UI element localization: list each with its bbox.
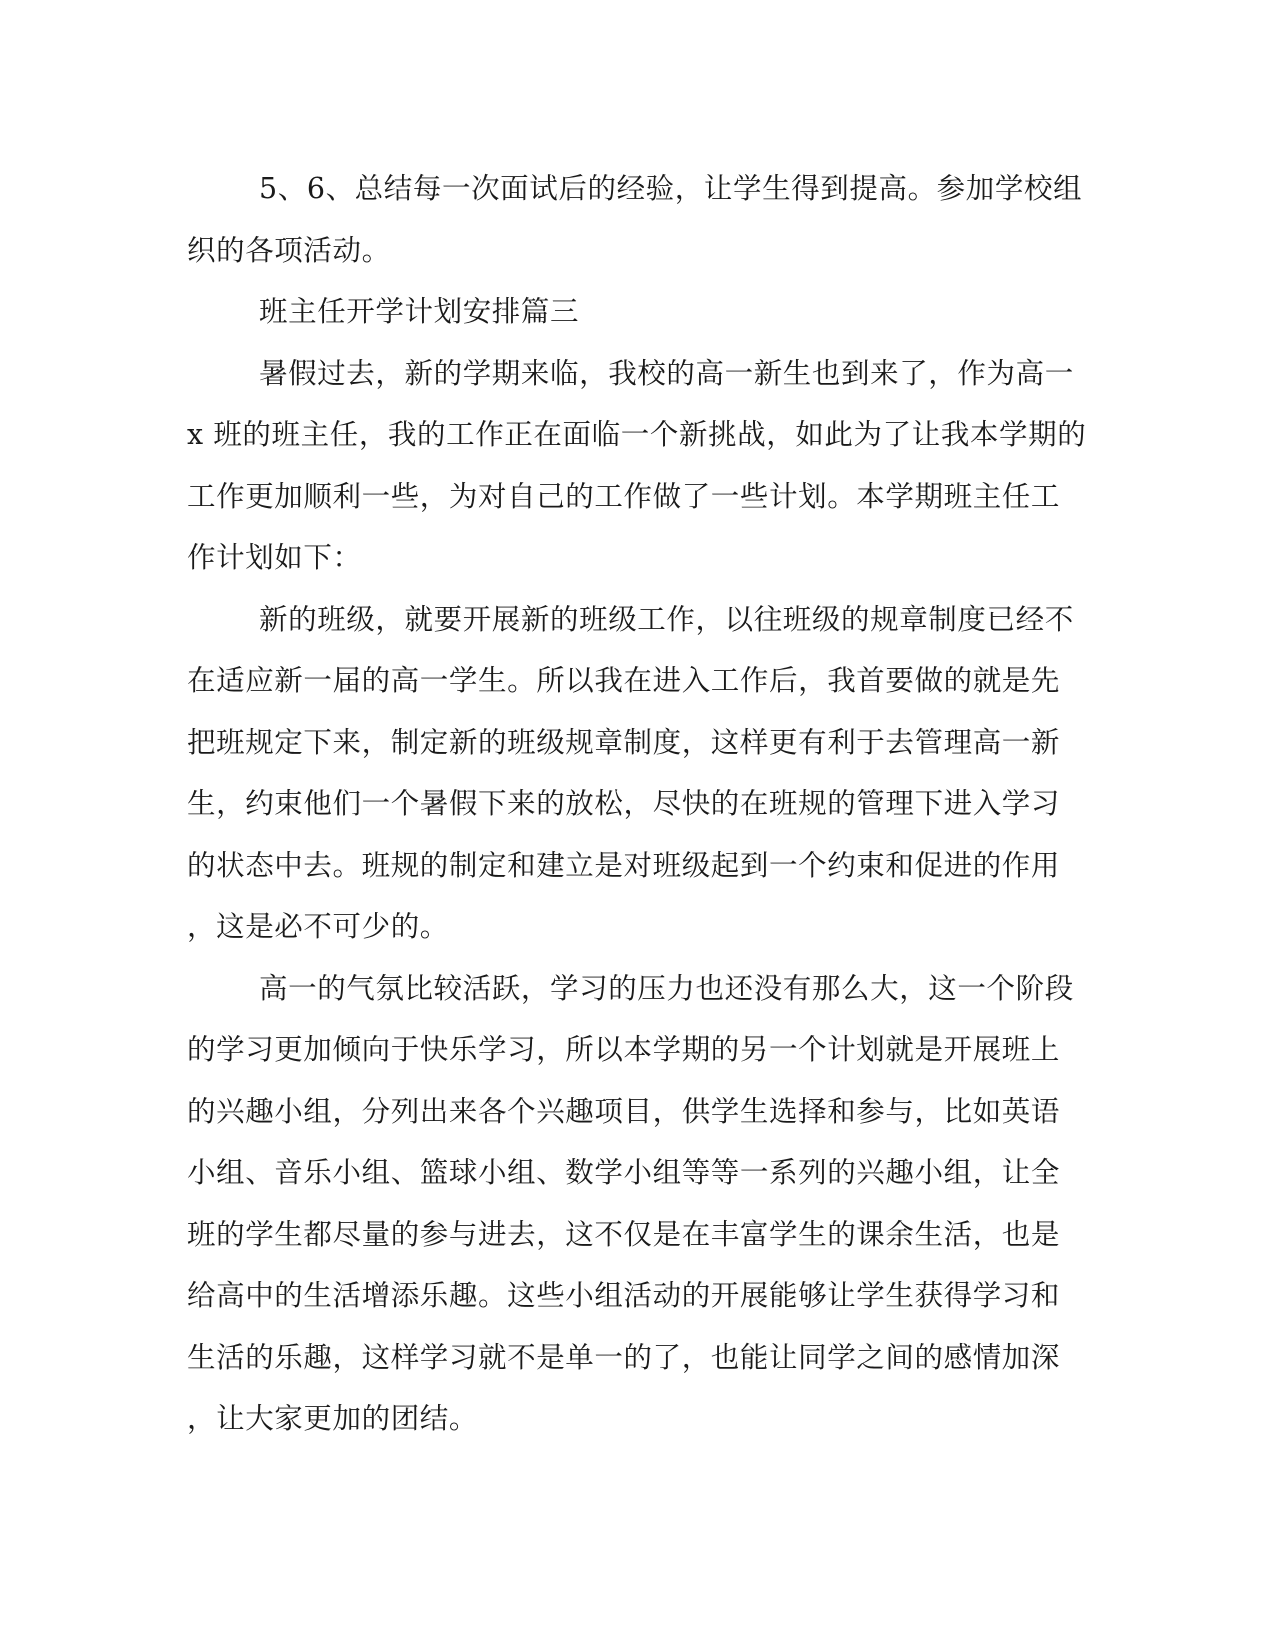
text-line: 生，约束他们一个暑假下来的放松，尽快的在班规的管理下进入学习	[187, 787, 1061, 820]
text-line: ，让大家更加的团结。	[187, 1402, 479, 1435]
text-line: 高一的气氛比较活跃，学习的压力也还没有那么大，这一个阶段	[259, 971, 1074, 1005]
text-line: 织的各项活动。	[187, 233, 391, 267]
text-line: 作计划如下：	[187, 541, 362, 574]
document-body	[187, 158, 1087, 1450]
text-line: 的状态中去。班规的制定和建立是对班级起到一个约束和促进的作用	[187, 848, 1061, 882]
text-line: 班的学生都尽量的参与进去，这不仅是在丰富学生的课余生活，也是	[187, 1217, 1061, 1251]
text-line: 新的班级，就要开展新的班级工作，以往班级的规章制度已经不	[259, 602, 1074, 636]
text-line: 生活的乐趣，这样学习就不是单一的了，也能让同学之间的感情加深	[187, 1340, 1061, 1374]
text-line: 的兴趣小组，分列出来各个兴趣项目，供学生选择和参与，比如英语	[187, 1094, 1061, 1128]
text-line: 小组、音乐小组、篮球小组、数学小组等等一系列的兴趣小组，让全	[187, 1156, 1061, 1189]
text-line: ，这是必不可少的。	[187, 910, 449, 943]
text-line: 把班规定下来，制定新的班级规章制度，这样更有利于去管理高一新	[187, 725, 1061, 759]
text-line: 在适应新一届的高一学生。所以我在进入工作后，我首要做的就是先	[187, 664, 1061, 697]
text-line: 5、6、总结每一次面试后的经验，让学生得到提高。参加学校组	[259, 172, 1083, 205]
text-line: 工作更加顺利一些，为对自己的工作做了一些计划。本学期班主任工	[187, 479, 1061, 513]
text-line: 给高中的生活增添乐趣。这些小组活动的开展能够让学生获得学习和	[187, 1279, 1061, 1312]
text-line: x 班的班主任，我的工作正在面临一个新挑战，如此为了让我本学期的	[187, 418, 1087, 451]
text-line: 暑假过去，新的学期来临，我校的高一新生也到来了，作为高一	[259, 356, 1074, 390]
text-line: 的学习更加倾向于快乐学习，所以本学期的另一个计划就是开展班上	[187, 1033, 1061, 1066]
section-heading: 班主任开学计划安排篇三	[259, 295, 580, 328]
